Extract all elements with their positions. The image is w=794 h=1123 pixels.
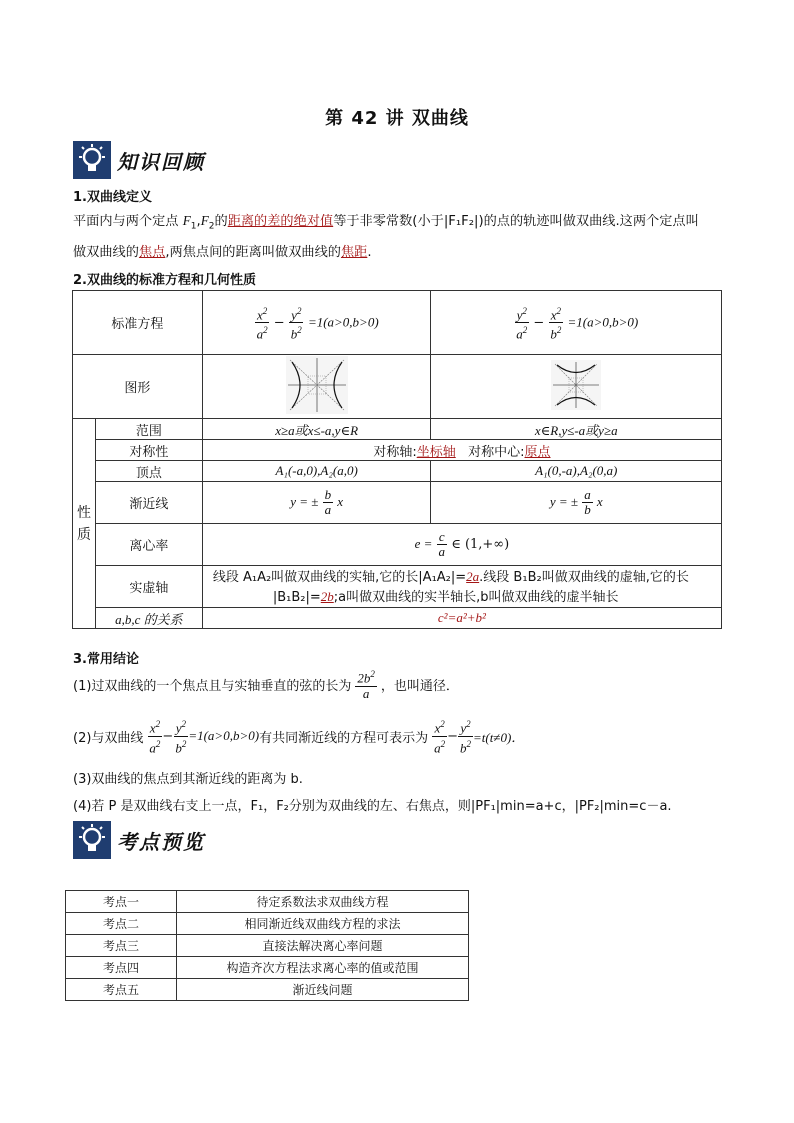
page-title: 第 42 讲 双曲线	[325, 108, 469, 129]
kaodian-label: 考点五	[66, 979, 177, 1001]
section-heading: 1.双曲线定义	[73, 190, 152, 205]
banner-preview	[73, 820, 205, 860]
conclusion-4: (4)若 P 是双曲线右支上一点，F₁，F₂分别为双曲线的左、右焦点，则|PF₁|min=a+c，|PF₂|min=c－a.	[73, 799, 672, 814]
kaodian-topic: 构造齐次方程法求离心率的值或范围	[177, 957, 469, 979]
eccentricity-cell: e = $\frac{c}{a}$ ∈ (1,+∞)	[202, 524, 721, 566]
kaodian-topic: 渐近线问题	[177, 979, 469, 1001]
definition-paragraph: 平面内与两个定点 $F_1,F_2$的距离的差的绝对值等于非零常数(小于|F₁F₂|)的点的轨迹叫做双曲线.这两个定点叫 做双曲线的焦点,两焦点间的距离叫做双曲线的焦距.	[73, 213, 699, 260]
graph-cell	[202, 355, 431, 419]
kaodian-table	[65, 890, 469, 1001]
table-row	[73, 461, 722, 482]
conclusion-1: (1)过双曲线的一个焦点且与实轴垂直的弦的长为 $\frac{2b^2}{a}$ ，也叫通径．	[73, 669, 459, 701]
asymptote-cell: y = ± $\frac{a}{b}$ x	[431, 482, 722, 524]
highlight-term: 焦距	[340, 244, 368, 260]
symmetry-cell: 对称轴:坐标轴 对称中心:原点	[202, 440, 721, 461]
table-row	[66, 891, 469, 913]
table-row	[66, 979, 469, 1001]
kaodian-topic: 相同渐近线双曲线方程的求法	[177, 913, 469, 935]
banner-knowledge	[73, 140, 205, 180]
conclusion-2: (2)与双曲线 $\frac{x^2}{a^2}$ − $\frac{y^2}{b^2}$ =1(a>0,b>0) 有共同渐近线的方程可表示为 $\frac{x^2}{a^2}$ − $\frac{y^2}{b^2}$ =t(t≠0)．	[73, 719, 525, 755]
highlight-term: 距离的差的绝对值	[227, 214, 334, 229]
kaodian-label: 考点二	[66, 913, 177, 935]
vertex-cell: A₁(-a,0),A₂(a,0)	[202, 461, 431, 482]
lightbulb-icon	[73, 821, 111, 859]
kaodian-label: 考点一	[66, 891, 177, 913]
row-label: 顶点	[96, 461, 203, 482]
row-label: a,b,c 的关系	[96, 608, 203, 629]
table-row	[66, 935, 469, 957]
kaodian-topic: 待定系数法求双曲线方程	[177, 891, 469, 913]
equation-cell: $\frac{y^2}{a^2}$ − $\frac{x^2}{b^2}$ =1(a>0,b>0)	[431, 291, 722, 355]
relation-cell: c²=a²+b²	[202, 608, 721, 629]
properties-table	[72, 290, 722, 629]
range-cell: x≥a或x≤-a,y∈R	[202, 419, 431, 440]
kaodian-label: 考点三	[66, 935, 177, 957]
conclusion-3: (3)双曲线的焦点到其渐近线的距离为 b.	[73, 772, 303, 787]
row-label: 渐近线	[96, 482, 203, 524]
section-heading: 2.双曲线的标准方程和几何性质	[73, 273, 256, 288]
section-heading: 3.常用结论	[73, 652, 139, 667]
table-row	[73, 608, 722, 629]
table-row	[73, 355, 722, 419]
kaodian-topic: 直接法解决离心率问题	[177, 935, 469, 957]
asymptote-cell: y = ± $\frac{b}{a}$ x	[202, 482, 431, 524]
table-row	[66, 957, 469, 979]
row-label: 范围	[96, 419, 203, 440]
table-row	[73, 566, 722, 608]
table-row	[73, 419, 722, 440]
banner-title: 考点预览	[117, 829, 205, 854]
row-label: 实虚轴	[96, 566, 203, 608]
hyperbola-horizontal-figure	[286, 356, 348, 414]
table-row	[73, 482, 722, 524]
kaodian-label: 考点四	[66, 957, 177, 979]
equation-cell: $\frac{x^2}{a^2}$ − $\frac{y^2}{b^2}$ =1(a>0,b>0)	[202, 291, 431, 355]
row-label: 标准方程	[73, 291, 203, 355]
row-label: 对称性	[96, 440, 203, 461]
hyperbola-vertical-figure	[551, 360, 601, 410]
axis-cell: 线段 A₁A₂叫做双曲线的实轴,它的长|A₁A₂|=2a.线段 B₁B₂叫做双曲线的虚轴,它的长 |B₁B₂|=2b;a叫做双曲线的实半轴长,b叫做双曲线的虚半轴长	[202, 566, 721, 608]
vertex-cell: A₁(0,-a),A₂(0,a)	[431, 461, 722, 482]
banner-title: 知识回顾	[117, 149, 205, 174]
side-label: 性质	[73, 419, 96, 629]
row-label: 图形	[73, 355, 203, 419]
row-label: 离心率	[96, 524, 203, 566]
table-row	[66, 913, 469, 935]
table-row	[73, 440, 722, 461]
table-row	[73, 524, 722, 566]
highlight-term: 焦点	[138, 244, 166, 260]
graph-cell	[431, 355, 722, 419]
range-cell: x∈R,y≤-a或y≥a	[431, 419, 722, 440]
table-row	[73, 291, 722, 355]
lightbulb-icon	[73, 141, 111, 179]
